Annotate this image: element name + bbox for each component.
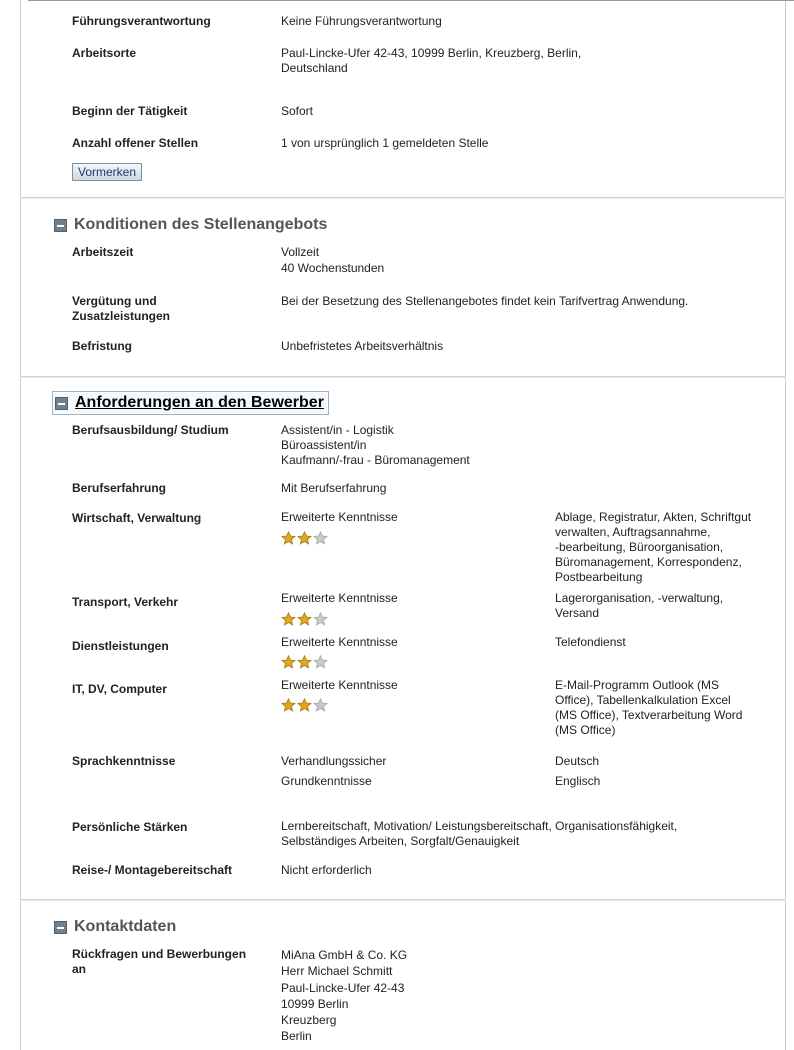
section-divider: [20, 899, 786, 900]
star-filled-icon: [297, 531, 312, 545]
section-divider: [20, 197, 786, 198]
value-ausbildung: [281, 423, 470, 468]
detail-line: Versand: [555, 606, 600, 620]
star-rating: [281, 698, 328, 712]
ausbildung-item: Kaufmann/-frau - Büromanagement: [281, 453, 470, 467]
section-header-konditionen[interactable]: [54, 216, 327, 234]
label-skill-dienstleistungen: Dienstleistungen: [72, 639, 169, 653]
star-empty-icon: [313, 655, 328, 669]
collapse-icon[interactable]: [54, 219, 67, 232]
section-header-anforderungen[interactable]: [54, 393, 327, 413]
language-level: Verhandlungssicher: [281, 754, 387, 768]
value-arbeitszeit: [281, 245, 384, 276]
detail-line: verwalten, Auftragsannahme,: [555, 525, 711, 539]
star-empty-icon: [313, 612, 328, 626]
detail-line: Lagerorganisation, -verwaltung,: [555, 591, 724, 605]
skill-details: [555, 678, 760, 738]
skill-details: [555, 591, 760, 621]
address-city: 10999 Berlin: [281, 996, 349, 1011]
star-rating: [281, 531, 328, 545]
star-empty-icon: [313, 698, 328, 712]
top-border: [28, 0, 794, 1]
label-arbeitszeit: Arbeitszeit: [72, 245, 134, 259]
label-skill-wirtschaft: Wirtschaft, Verwaltung: [72, 511, 202, 525]
skill-details: [555, 635, 760, 650]
star-rating: [281, 655, 328, 669]
star-empty-icon: [313, 531, 328, 545]
arbeitsorte-line: Paul-Lincke-Ufer 42-43, 10999 Berlin, Kreuzberg, Berlin,: [281, 46, 582, 60]
label-arbeitsorte: Arbeitsorte: [72, 46, 137, 60]
language-name: Deutsch: [555, 754, 600, 768]
skill-details: [555, 510, 760, 585]
address-district: Kreuzberg: [281, 1013, 337, 1028]
staerken-line: Lernbereitschaft, Motivation/ Leistungsbereitschaft, Organisationsfähigkeit,: [281, 819, 678, 833]
collapse-icon[interactable]: [54, 921, 67, 934]
label-erfahrung: Berufserfahrung: [72, 481, 167, 495]
address-street: Paul-Lincke-Ufer 42-43: [281, 980, 405, 995]
value-skill-level: Erweiterte Kenntnisse: [281, 591, 398, 605]
section-header-kontakt[interactable]: [54, 918, 176, 936]
value-staerken: [281, 819, 677, 849]
ausbildung-item: Büroassistent/in: [281, 438, 367, 452]
detail-line: -bearbeitung, Büroorganisation,: [555, 540, 724, 554]
arbeitsorte-line: Deutschland: [281, 61, 348, 75]
section-title: Anforderungen an den Bewerber: [75, 394, 324, 411]
company-name: MiAna GmbH & Co. KG: [281, 948, 408, 962]
label-fuehrung: Führungsverantwortung: [72, 14, 211, 28]
value-skill-level: Erweiterte Kenntnisse: [281, 678, 398, 692]
star-filled-icon: [281, 531, 296, 545]
star-filled-icon: [297, 612, 312, 626]
value-skill-level: Erweiterte Kenntnisse: [281, 635, 398, 649]
staerken-line: Selbständiges Arbeiten, Sorgfalt/Genauigkeit: [281, 834, 520, 848]
value-beginn: Sofort: [281, 104, 314, 118]
language-name: Englisch: [555, 774, 601, 788]
section-title: Kontaktdaten: [74, 918, 177, 935]
star-filled-icon: [281, 698, 296, 712]
label-befristung: Befristung: [72, 339, 132, 353]
language-level: Grundkenntnisse: [281, 774, 372, 788]
kontakt-label-line: an: [72, 962, 87, 976]
star-filled-icon: [297, 655, 312, 669]
label-staerken: Persönliche Stärken: [72, 820, 188, 834]
detail-line: Ablage, Registratur, Akten, Schriftgut: [555, 510, 752, 524]
label-verguetung: [72, 294, 170, 324]
value-befristung: Unbefristetes Arbeitsverhältnis: [281, 339, 444, 353]
detail-line: Büromanagement, Korrespondenz,: [555, 555, 742, 569]
label-skill-transport: Transport, Verkehr: [72, 595, 179, 609]
value-anzahl: 1 von ursprünglich 1 gemeldeten Stelle: [281, 136, 489, 150]
label-kontakt: [72, 947, 246, 977]
ausbildung-item: Assistent/in - Logistik: [281, 423, 394, 437]
label-beginn: Beginn der Tätigkeit: [72, 104, 188, 118]
value-fuehrung: Keine Führungsverantwortung: [281, 14, 442, 28]
verguetung-label-line: Vergütung und: [72, 294, 157, 308]
detail-line: (MS Office), Textverarbeitung Word: [555, 708, 743, 722]
arbeitszeit-line: 40 Wochenstunden: [281, 261, 385, 275]
detail-line: (MS Office): [555, 723, 616, 737]
label-anzahl: Anzahl offener Stellen: [72, 136, 199, 150]
value-reise: Nicht erforderlich: [281, 863, 372, 877]
detail-line: Office), Tabellenkalkulation Excel: [555, 693, 731, 707]
address-state: Berlin: [281, 1029, 312, 1044]
bookmark-button[interactable]: Vormerken: [72, 163, 142, 181]
value-skill-level: Erweiterte Kenntnisse: [281, 510, 398, 524]
star-rating: [281, 612, 328, 626]
label-sprachen: Sprachkenntnisse: [72, 754, 176, 768]
section-title: Konditionen des Stellenangebots: [74, 216, 328, 233]
arbeitszeit-line: Vollzeit: [281, 245, 320, 259]
label-ausbildung: Berufsausbildung/ Studium: [72, 423, 229, 437]
kontakt-address: [281, 947, 407, 1045]
detail-line: Telefondienst: [555, 635, 626, 649]
star-filled-icon: [281, 655, 296, 669]
collapse-icon[interactable]: [55, 397, 68, 410]
star-filled-icon: [297, 698, 312, 712]
value-arbeitsorte: [281, 46, 581, 76]
star-filled-icon: [281, 612, 296, 626]
label-reise: Reise-/ Montagebereitschaft: [72, 863, 233, 877]
contact-person: Herr Michael Schmitt: [281, 964, 393, 979]
section-divider: [20, 376, 786, 377]
verguetung-label-line: Zusatzleistungen: [72, 309, 171, 323]
detail-line: Postbearbeitung: [555, 570, 643, 584]
value-verguetung: Bei der Besetzung des Stellenangebotes findet kein Tarifvertrag Anwendung.: [281, 294, 689, 308]
detail-line: E-Mail-Programm Outlook (MS: [555, 678, 720, 692]
value-erfahrung: Mit Berufserfahrung: [281, 481, 387, 495]
kontakt-label-line: Rückfragen und Bewerbungen: [72, 947, 247, 961]
label-skill-it: IT, DV, Computer: [72, 682, 167, 696]
